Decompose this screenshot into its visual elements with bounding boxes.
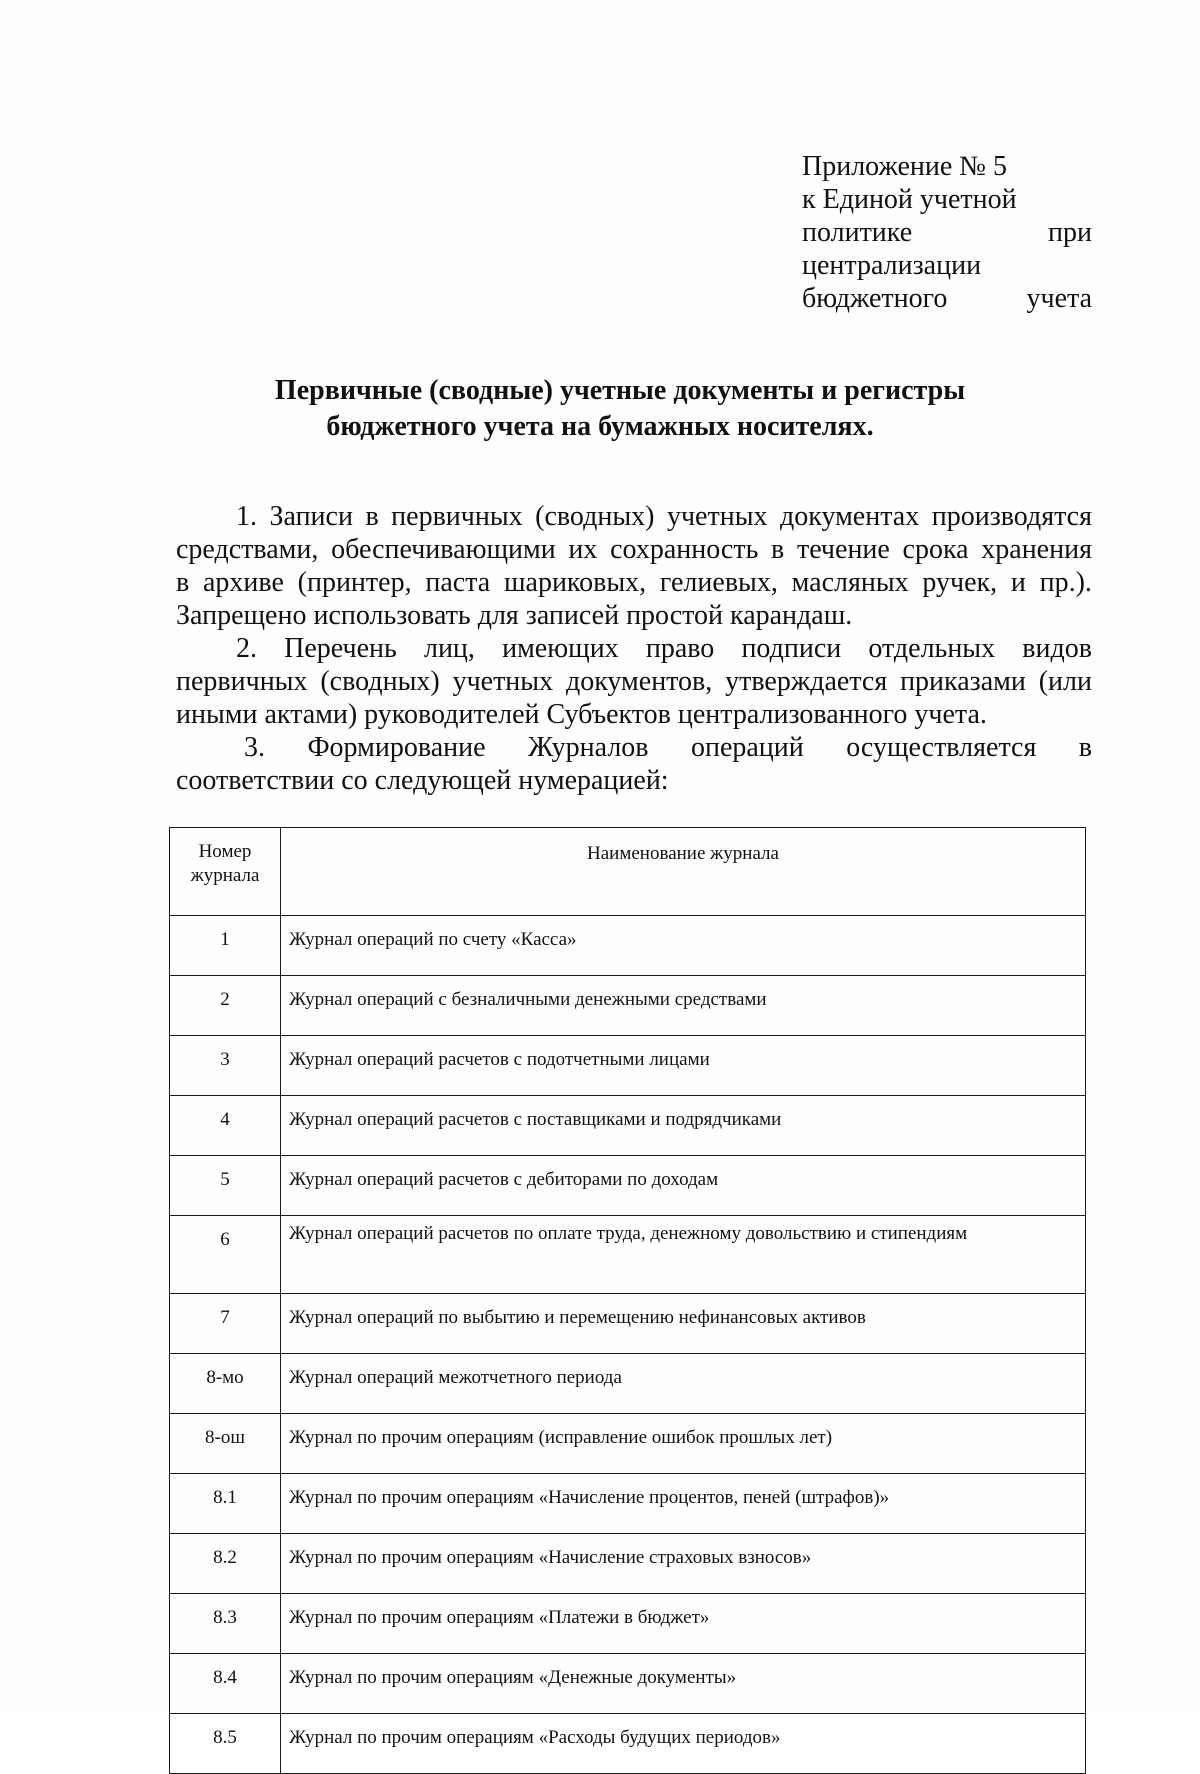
appendix-line-5-word-a: бюджетного (802, 283, 948, 314)
table-row (170, 916, 1086, 976)
document-title-line-2: бюджетного учета на бумажных носителях. (326, 411, 874, 442)
header-journal-number-line-1: Номер (198, 841, 252, 862)
journal-number: 8.1 (170, 1474, 281, 1534)
header-journal-number (170, 828, 281, 916)
appendix-line-1: Приложение № 5 (802, 151, 1007, 182)
journal-name: Журнал операций расчетов с поставщиками и подрядчиками (281, 1096, 1086, 1156)
journal-number: 2 (170, 976, 281, 1036)
journal-name: Журнал операций расчетов по оплате труда, денежному довольствию и стипендиям (281, 1216, 1086, 1294)
journal-name: Журнал по прочим операциям «Расходы будущих периодов» (281, 1714, 1086, 1774)
table-row (170, 1096, 1086, 1156)
paragraph-line: иными актами) руководителей Субъектов централизованного учета. (176, 699, 987, 730)
journals-table (169, 827, 1086, 1774)
journal-name: Журнал операций по счету «Касса» (281, 916, 1086, 976)
journal-number: 4 (170, 1096, 281, 1156)
table-row (170, 1594, 1086, 1654)
appendix-line-5-word-b: учета (1026, 283, 1092, 314)
appendix-line-4: централизации (802, 250, 982, 281)
paragraph-1 (176, 500, 1092, 632)
appendix-line-3-word-b: при (1048, 217, 1092, 248)
journal-number: 3 (170, 1036, 281, 1096)
appendix-line-5 (802, 282, 1092, 315)
table-header-row (170, 828, 1086, 916)
paragraph-3 (176, 731, 1092, 797)
table-row (170, 1414, 1086, 1474)
journal-number: 8.5 (170, 1714, 281, 1774)
table-row (170, 976, 1086, 1036)
journal-number: 8.2 (170, 1534, 281, 1594)
table-row (170, 1156, 1086, 1216)
journal-name: Журнал по прочим операциям (исправление ошибок прошлых лет) (281, 1414, 1086, 1474)
journal-name: Журнал по прочим операциям «Начисление процентов, пеней (штрафов)» (281, 1474, 1086, 1534)
paragraph-line: 2. Перечень лиц, имеющих право подписи отдельных видов (236, 633, 1092, 664)
table-row (170, 1714, 1086, 1774)
paragraph-2 (176, 632, 1092, 731)
paragraph-line: соответствии со следующей нумерацией: (176, 765, 669, 796)
journal-number: 7 (170, 1294, 281, 1354)
journal-name: Журнал по прочим операциям «Денежные документы» (281, 1654, 1086, 1714)
journal-number: 8-ош (170, 1414, 281, 1474)
journal-name: Журнал операций межотчетного периода (281, 1354, 1086, 1414)
table-row (170, 1354, 1086, 1414)
journal-number: 8.4 (170, 1654, 281, 1714)
table-row (170, 1216, 1086, 1294)
journal-name: Журнал операций расчетов с подотчетными лицами (281, 1036, 1086, 1096)
journal-name: Журнал операций расчетов с дебиторами по доходам (281, 1156, 1086, 1216)
table-row (170, 1474, 1086, 1534)
journal-name: Журнал операций по выбытию и перемещению нефинансовых активов (281, 1294, 1086, 1354)
journal-number: 1 (170, 916, 281, 976)
table-row (170, 1294, 1086, 1354)
paragraph-line: средствами, обеспечивающими их сохранность в течение срока хранения (176, 534, 1092, 565)
paragraph-line: Запрещено использовать для записей простой карандаш. (176, 600, 853, 631)
header-journal-number-line-2: журнала (190, 865, 260, 886)
appendix-line-3-word-a: политике (802, 217, 913, 248)
journal-number: 8-мо (170, 1354, 281, 1414)
document-title-line-1: Первичные (сводные) учетные документы и регистры (274, 375, 966, 406)
appendix-note (802, 150, 1092, 315)
paragraph-line: первичных (сводных) учетных документов, утверждается приказами (или (176, 666, 1092, 697)
paragraph-line: 1. Записи в первичных (сводных) учетных документах производятся (236, 501, 1092, 532)
header-journal-name: Наименование журнала (281, 828, 1086, 916)
journal-number: 6 (170, 1216, 281, 1294)
journal-name: Журнал по прочим операциям «Платежи в бюджет» (281, 1594, 1086, 1654)
paragraph-line: в архиве (принтер, паста шариковых, гелиевых, масляных ручек, и пр.). (176, 567, 1092, 598)
table-row (170, 1654, 1086, 1714)
table-row (170, 1534, 1086, 1594)
paragraph-line: 3. Формирование Журналов операций осуществляется в (244, 732, 1092, 763)
journal-name: Журнал по прочим операциям «Начисление страховых взносов» (281, 1534, 1086, 1594)
journal-number: 5 (170, 1156, 281, 1216)
appendix-line-2: к Единой учетной (802, 184, 1017, 215)
appendix-line-3 (802, 216, 1092, 249)
table-row (170, 1036, 1086, 1096)
journal-name: Журнал операций с безналичными денежными средствами (281, 976, 1086, 1036)
journal-number: 8.3 (170, 1594, 281, 1654)
